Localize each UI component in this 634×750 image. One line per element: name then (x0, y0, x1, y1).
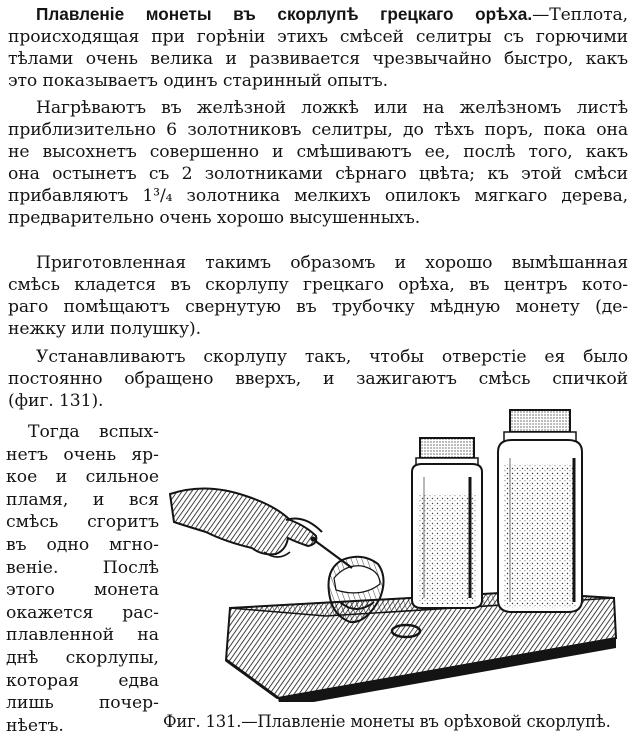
text-line: кое и сильное (6, 467, 159, 488)
text-line: нетъ очень яр- (6, 444, 159, 465)
text-line: лишь почер- (6, 693, 159, 714)
side-column-text (6, 421, 159, 737)
right-jar (498, 410, 582, 612)
text-line: раго помѣщаютъ свернутую въ трубочку мѣдную монету (де- (8, 297, 628, 317)
text-line: венiе. Послѣ (6, 557, 159, 578)
text-line: нѣетъ. (6, 715, 64, 736)
engraving-illustration (166, 402, 632, 702)
text-line: это показываетъ одинъ старинный опытъ. (8, 71, 388, 91)
text-line: этого монета (6, 580, 159, 601)
text-line: смѣсь сгоритъ (6, 512, 159, 533)
text-line: она остынетъ съ 2 золотниками сѣрнаго цвѣта; къ этой смѣси (8, 164, 628, 184)
text-line: которая едва (6, 670, 159, 691)
section-heading: Плавленiе монеты въ скорлупѣ грецкаго орѣха. (36, 4, 533, 24)
text-line: Устанавливаютъ скорлупу такъ, чтобы отверстiе ея было (36, 347, 628, 367)
text-line: тѣлами очень велика и развивается чрезвычайно быстро, какъ (8, 49, 628, 69)
text-line: происходящая при горѣнiи этихъ смѣсей селитры съ горючими (8, 27, 628, 47)
text-line: въ одно мгно- (6, 534, 159, 555)
text-line: (фиг. 131). (8, 391, 104, 411)
text-line: днѣ скорлупы, (6, 647, 159, 668)
text-line: постоянно обращено вверхъ, и зажигаютъ смѣсь спичкой (8, 369, 628, 389)
figure-caption: Фиг. 131.—Плавленiе монеты въ орѣховой скорлупѣ. (163, 712, 611, 731)
text-line: приблизительно 6 золотниковъ селитры, до тѣхъ поръ, пока она (8, 120, 628, 140)
text-line: окажется рас- (6, 602, 159, 623)
text-line: —Теплота, (532, 5, 628, 25)
heating-paragraph (8, 97, 628, 229)
text-line: Приготовленная такимъ образомъ и хорошо вымѣшанная (36, 253, 628, 273)
intro-paragraph (8, 3, 628, 92)
text-line: нежку или полушку). (8, 319, 201, 339)
text-line: не высохнетъ совершенно и смѣшиваютъ ее, послѣ того, какъ (8, 142, 628, 162)
text-line: смѣсь кладется въ скорлупу грецкаго орѣха, въ центръ кото- (8, 275, 628, 295)
text-line: Нагрѣваютъ въ желѣзной ложкѣ или на желѣзномъ листѣ (36, 98, 628, 118)
text-line: плавленной на (6, 625, 159, 646)
text-line: предварительно очень хорошо высушенныхъ. (8, 208, 421, 228)
text-line: Тогда вспых- (28, 422, 159, 442)
hand-with-match (170, 488, 352, 568)
left-jar (412, 438, 482, 608)
mixture-paragraph (8, 252, 628, 340)
text-line: прибавляютъ 1³/₄ золотника мелкихъ опилокъ мягкаго дерева, (8, 186, 628, 206)
text-line: пламя, и вся (6, 489, 159, 510)
